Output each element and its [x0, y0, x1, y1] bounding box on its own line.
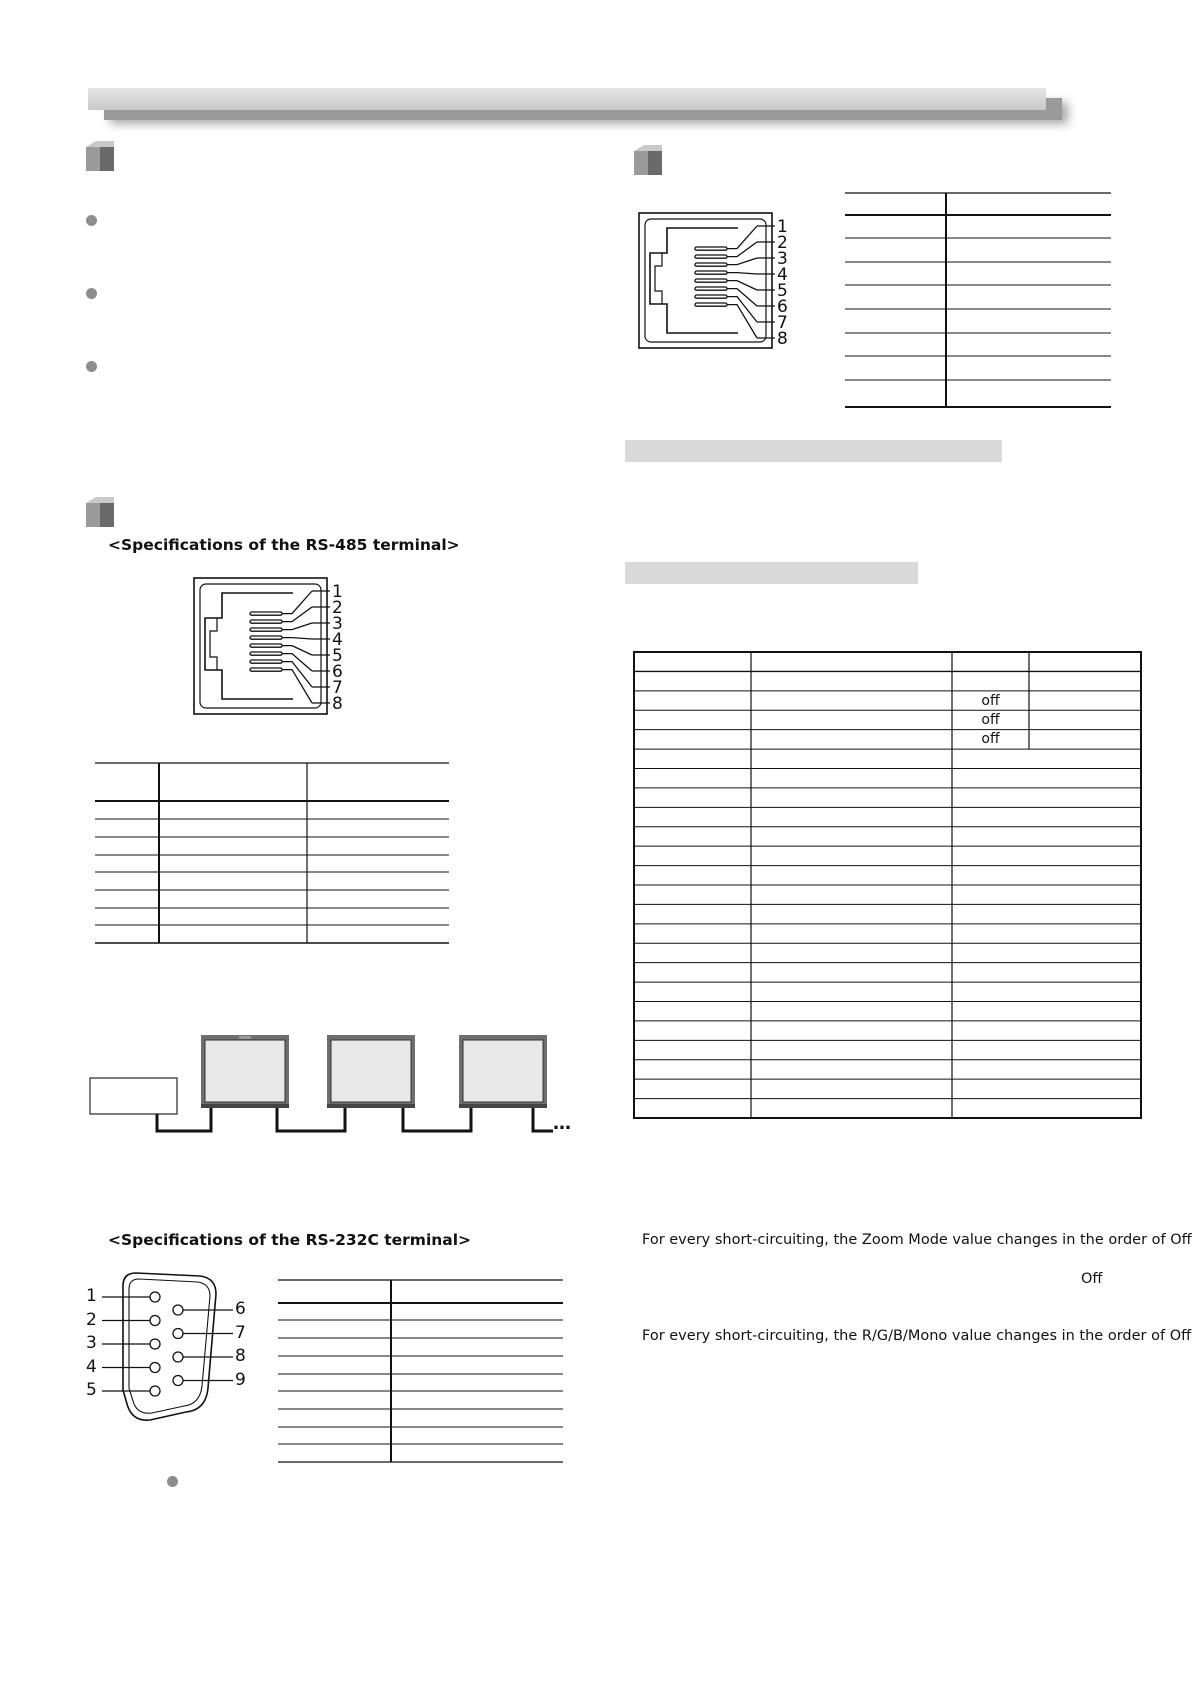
controller-box	[90, 1078, 177, 1114]
monitor-1	[201, 1035, 289, 1108]
dsub-pin	[173, 1305, 183, 1315]
contact-finger	[250, 652, 282, 655]
zoom-mode-note-end: Off	[1081, 1271, 1103, 1287]
rs232c-pin-table-lines	[278, 1280, 563, 1462]
cube-section-icon	[86, 497, 114, 527]
dsub-pin	[173, 1376, 183, 1386]
pin-leader-line	[727, 242, 757, 257]
pin-leader-line	[282, 670, 312, 703]
rs232c-caption: <Specifications of the RS-232C terminal>	[108, 1231, 472, 1249]
grey-bullet-icon	[86, 288, 97, 299]
contact-finger	[695, 255, 727, 258]
pin-number-label: 3	[777, 249, 788, 269]
rj45-connector-diagram-right	[639, 213, 772, 348]
table-cell-off: off	[981, 731, 1000, 747]
pin-leader-line	[282, 623, 312, 630]
pin-leader-line	[727, 297, 757, 322]
subheading-bar-2	[625, 562, 918, 584]
cube-section-icon	[86, 141, 114, 171]
rgb-mono-note: For every short-circuiting, the R/G/B/Mono value changes in the order of Off	[642, 1328, 1192, 1344]
contact-finger	[695, 247, 727, 250]
contact-finger	[695, 303, 727, 306]
dsub-pin	[150, 1316, 160, 1326]
dsub-pin-label: 4	[86, 1356, 97, 1377]
pin-number-label: 8	[777, 329, 788, 349]
pin-number-label: 1	[332, 582, 343, 602]
pin-number-label: 5	[777, 281, 788, 301]
monitor-2	[327, 1035, 415, 1108]
dsub-pin-label: 3	[86, 1333, 97, 1353]
grey-bullet-icon	[86, 361, 97, 372]
contact-finger	[250, 660, 282, 663]
dsub-pin	[150, 1386, 160, 1396]
pin-number-label: 6	[332, 662, 343, 682]
cube-section-icon	[634, 145, 662, 175]
zoom-mode-note: For every short-circuiting, the Zoom Mode value changes in the order of Off	[642, 1232, 1192, 1248]
daisy-chain-diagram	[90, 1035, 553, 1131]
dsub-pin-label: 2	[86, 1309, 97, 1330]
contact-finger	[250, 644, 282, 647]
contact-finger	[250, 668, 282, 671]
contact-finger	[250, 636, 282, 639]
pin-number-label: 5	[332, 646, 343, 666]
grey-bullet-icon	[167, 1476, 178, 1487]
pin-number-label: 3	[332, 614, 343, 634]
contact-finger	[695, 279, 727, 282]
pin-number-label: 2	[777, 233, 788, 253]
rs485-caption: <Specifications of the RS-485 terminal>	[108, 536, 460, 554]
pin-leader-line	[727, 258, 757, 265]
right-pin-table-lines	[845, 193, 1111, 407]
dsub-pin-label: 9	[235, 1369, 246, 1390]
dsub-pin	[150, 1339, 160, 1349]
dsub-pin-label: 6	[235, 1299, 246, 1319]
dsub-pin-label: 8	[235, 1346, 246, 1366]
grey-bullet-icon	[86, 215, 97, 226]
contact-finger	[695, 263, 727, 266]
contact-finger	[695, 287, 727, 290]
contact-finger	[250, 620, 282, 623]
contact-finger	[250, 612, 282, 615]
pin-leader-line	[282, 607, 312, 622]
rs485-pin-table-lines	[95, 763, 449, 943]
pin-number-label: 6	[777, 297, 788, 317]
chain-continues-ellipsis: …	[553, 1113, 571, 1134]
dsub9-connector-diagram	[123, 1273, 216, 1420]
pin-number-label: 4	[777, 265, 788, 285]
dsub-pin-label: 5	[86, 1380, 97, 1400]
dsub-pin	[150, 1363, 160, 1373]
contact-finger	[695, 295, 727, 298]
pin-leader-line	[282, 638, 312, 639]
dsub-pin-label: 7	[235, 1322, 246, 1343]
dsub-pin	[173, 1352, 183, 1362]
subheading-bar-1	[625, 440, 1002, 462]
settings-table-lines	[634, 652, 1141, 1118]
pin-number-label: 7	[777, 313, 788, 333]
dsub-pin	[173, 1329, 183, 1339]
pin-number-label: 2	[332, 598, 343, 618]
pin-number-label: 7	[332, 678, 343, 698]
pin-number-label: 1	[777, 217, 788, 237]
dsub-pin-label: 1	[86, 1286, 97, 1306]
table-cell-off: off	[981, 712, 1000, 728]
pin-number-label: 8	[332, 694, 343, 714]
contact-finger	[695, 271, 727, 274]
pin-leader-line	[727, 273, 757, 274]
monitor-3	[459, 1035, 547, 1108]
table-cell-off: off	[981, 693, 1000, 709]
contact-finger	[250, 628, 282, 631]
pin-leader-line	[282, 662, 312, 687]
dsub-pin	[150, 1292, 160, 1302]
pin-number-label: 4	[332, 630, 343, 650]
